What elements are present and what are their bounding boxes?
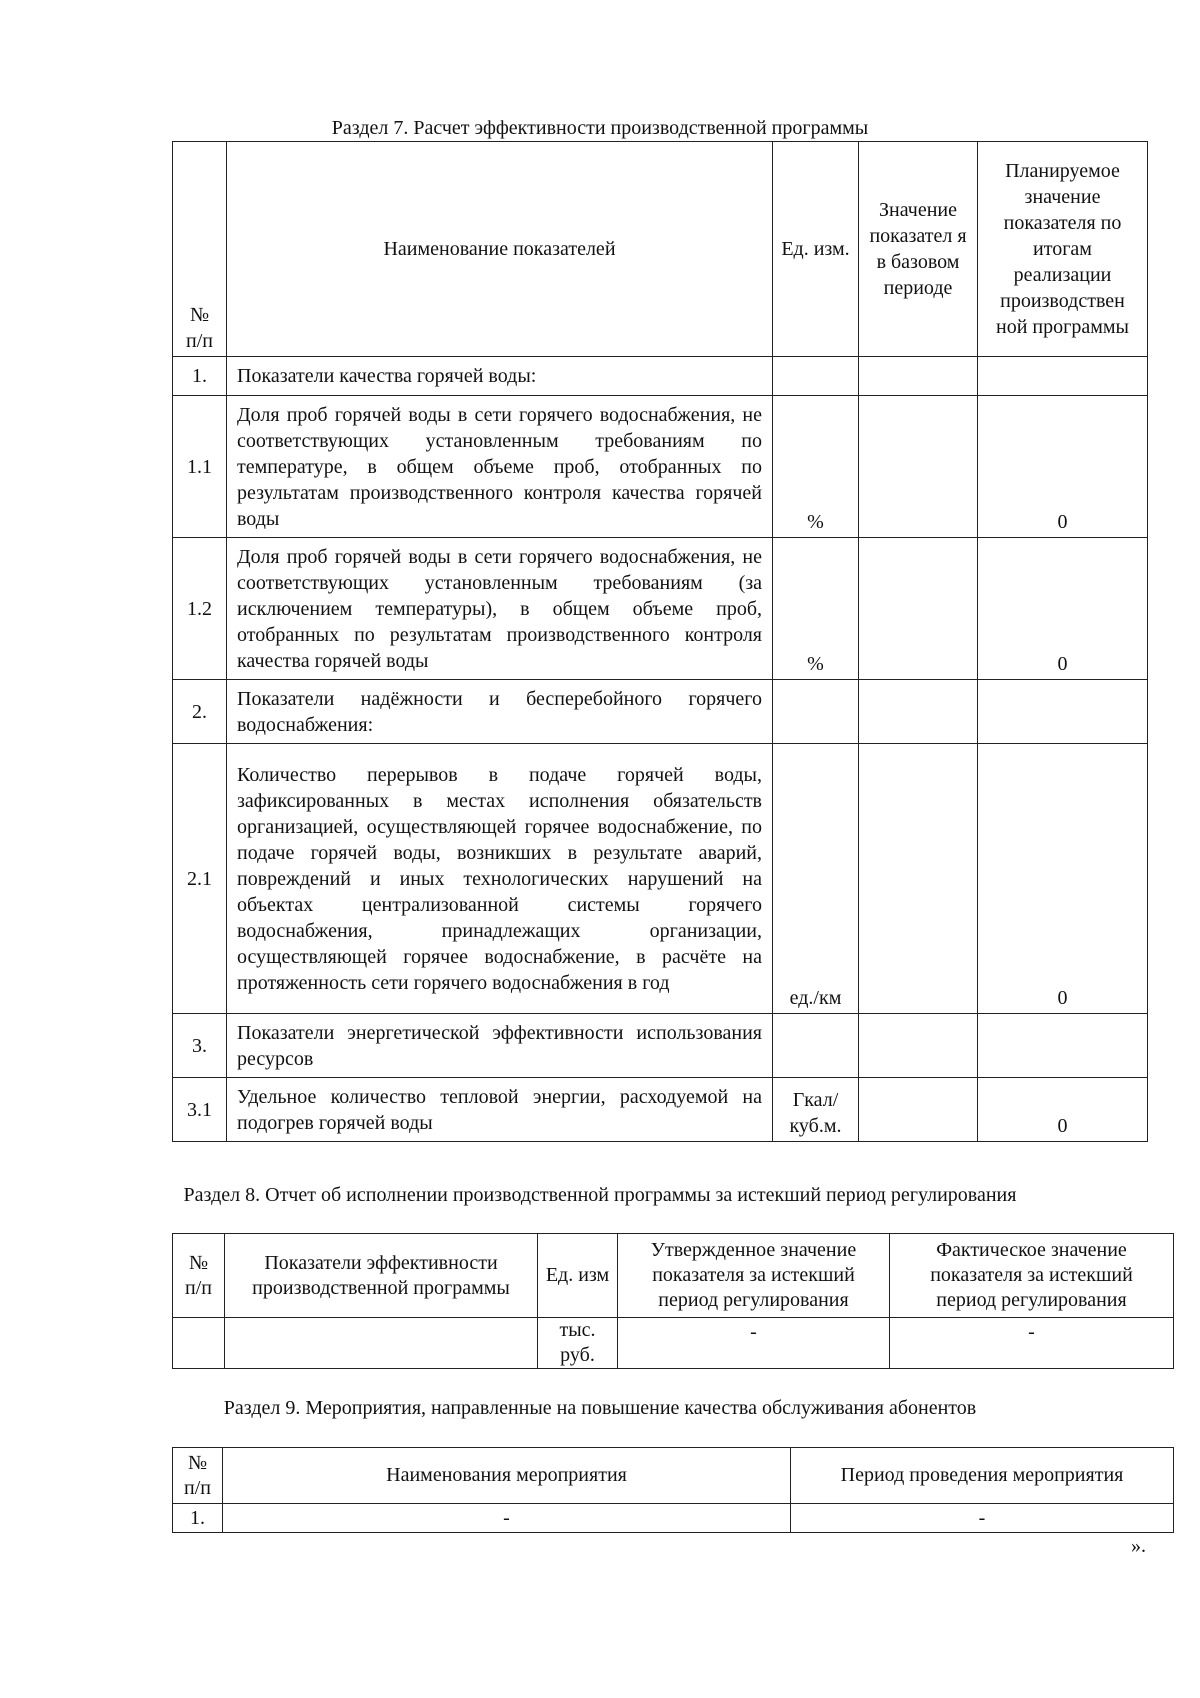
table-row — [173, 1014, 1148, 1078]
row-base — [859, 396, 978, 538]
row-num: 1. — [173, 1504, 223, 1533]
header-num: № п/п — [173, 1448, 223, 1504]
row-unit: % — [773, 538, 859, 680]
section8-title: Раздел 8. Отчет об исполнении производственной программы за истекший период регулирования — [183, 1184, 1017, 1206]
row-name: Доля проб горячей воды в сети горячего водоснабжения, не соответствующих установленным требованиям (за исключением температуры), в общем объеме проб, отобранных по результатам производственного контроля качества горячей воды — [227, 538, 773, 680]
header-base-value: Значение показател я в базовом периоде — [859, 142, 978, 357]
table-row — [173, 1504, 1174, 1533]
row-num: 2. — [173, 680, 227, 744]
row-name: Доля проб горячей воды в сети горячего водоснабжения, не соответствующих установленным требованиям по температуре, в общем объеме проб, отобранных по результатам производственного контроля качества горячей воды — [227, 396, 773, 538]
row-base — [859, 744, 978, 1014]
header-name: Наименование показателей — [227, 142, 773, 357]
table-header-row — [173, 1448, 1174, 1504]
row-planned: 0 — [978, 538, 1148, 680]
row-name: - — [223, 1504, 791, 1533]
row-num: 2.1 — [173, 744, 227, 1014]
row-name: Удельное количество тепловой энергии, расходуемой на подогрев горячей воды — [227, 1078, 773, 1142]
row-approved: - — [618, 1318, 890, 1369]
row-base — [859, 680, 978, 744]
row-num: 1.2 — [173, 538, 227, 680]
header-unit: Ед. изм. — [773, 142, 859, 357]
row-name: Показатели надёжности и бесперебойного горячего водоснабжения: — [227, 680, 773, 744]
table-row — [173, 357, 1148, 396]
table-row — [173, 1078, 1148, 1142]
row-base — [859, 1014, 978, 1078]
row-planned: 0 — [978, 1078, 1148, 1142]
header-actual: Фактическое значение показателя за истекший период регулирования — [890, 1234, 1174, 1318]
row-unit: тыс. руб. — [538, 1318, 618, 1369]
table-row — [173, 744, 1148, 1014]
row-unit — [773, 357, 859, 396]
section7-title: Раздел 7. Расчет эффективности производственной программы — [331, 117, 869, 139]
header-name: Показатели эффективности производственной программы — [225, 1234, 538, 1318]
header-planned-value: Планируемое значение показателя по итогам реализации производствен ной программы — [978, 142, 1148, 357]
header-period: Период проведения мероприятия — [791, 1448, 1174, 1504]
table-row — [173, 680, 1148, 744]
closing-quote: ». — [1131, 1535, 1146, 1557]
row-actual: - — [890, 1318, 1174, 1369]
row-base — [859, 538, 978, 680]
table-row — [173, 538, 1148, 680]
section7-table — [172, 141, 1148, 1142]
row-num — [173, 1318, 225, 1369]
row-num: 3.1 — [173, 1078, 227, 1142]
row-unit — [773, 1014, 859, 1078]
row-planned: 0 — [978, 744, 1148, 1014]
table-header-row — [173, 142, 1148, 357]
header-num: № п/п — [173, 1234, 225, 1318]
header-approved: Утвержденное значение показателя за истекший период регулирования — [618, 1234, 890, 1318]
row-unit: Гкал/ куб.м. — [773, 1078, 859, 1142]
row-unit: ед./км — [773, 744, 859, 1014]
row-num: 1. — [173, 357, 227, 396]
table-header-row — [173, 1234, 1174, 1318]
row-planned — [978, 680, 1148, 744]
row-num: 1.1 — [173, 396, 227, 538]
row-name: Показатели качества горячей воды: — [227, 357, 773, 396]
header-num: № п/п — [173, 142, 227, 357]
row-num: 3. — [173, 1014, 227, 1078]
row-base — [859, 357, 978, 396]
row-period: - — [791, 1504, 1174, 1533]
row-name: Показатели энергетической эффективности использования ресурсов — [227, 1014, 773, 1078]
section8-table — [172, 1233, 1174, 1369]
section9-title: Раздел 9. Мероприятия, направленные на повышение качества обслуживания абонентов — [223, 1397, 977, 1419]
header-unit: Ед. изм — [538, 1234, 618, 1318]
row-planned — [978, 1014, 1148, 1078]
row-planned — [978, 357, 1148, 396]
row-unit — [773, 680, 859, 744]
table-row — [173, 1318, 1174, 1369]
row-name: Количество перерывов в подаче горячей воды, зафиксированных в местах исполнения обязательств организацией, осуществляющей горячее водоснабжение, по подаче горячей воды, возникших в результате аварий, повреждений и иных технологических нарушений на объектах централизованной системы горячего водоснабжения, принадлежащих организации, осуществляющей горячее водоснабжение, в расчёте на протяженность сети горячего водоснабжения в год — [227, 744, 773, 1014]
table-row — [173, 396, 1148, 538]
section9-table — [172, 1447, 1174, 1533]
header-name: Наименования мероприятия — [223, 1448, 791, 1504]
row-base — [859, 1078, 978, 1142]
row-planned: 0 — [978, 396, 1148, 538]
row-unit: % — [773, 396, 859, 538]
row-name — [225, 1318, 538, 1369]
